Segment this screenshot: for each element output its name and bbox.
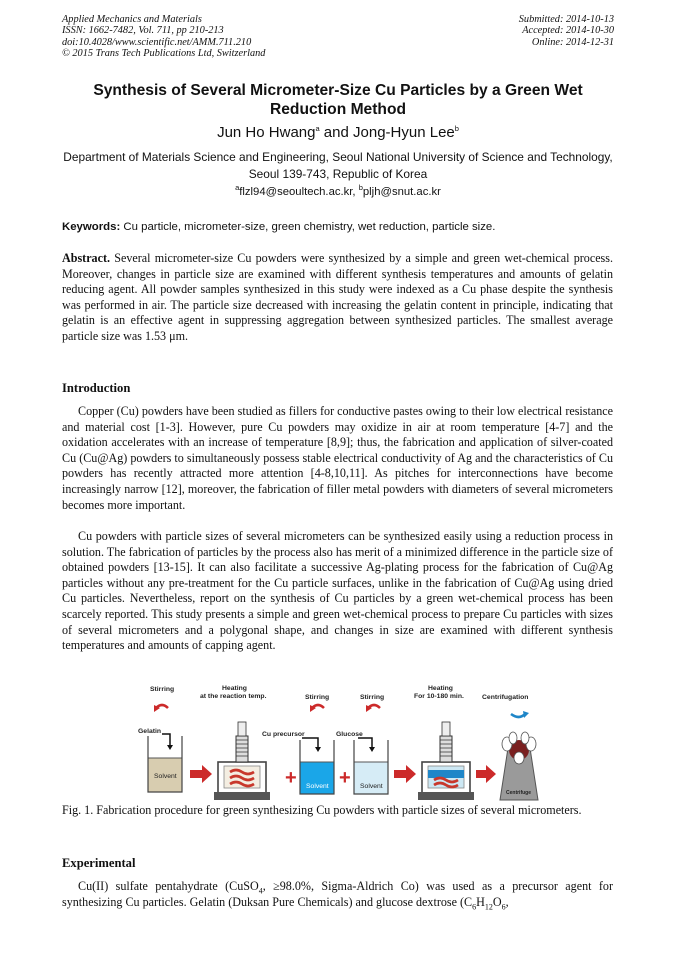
figure-1 bbox=[132, 686, 542, 802]
author-line bbox=[62, 124, 614, 141]
section-heading-experimental: Experimental bbox=[62, 856, 136, 870]
author-superscript: b bbox=[454, 124, 459, 133]
introduction-paragraph-text: Copper (Cu) powders have been studied as fillers for conductive pastes owing to their low electrical resistance and material cost [1-3]. However, pure Cu powders may oxidize in air at room temperature [4-7] and the oxidation accelerates with an increase of temperature [8,9]; thus, the fabrication and application of silver-coated Cu (Cu@Ag) powders to simultaneously possess stable electrical conductivity of Ag and the characteristics of Cu powders has recently attracted more attention [4-8,10,11]. As pitches for interconnections have become increasingly narrow [12], moreover, the fabrication of filler metal powders with diameters of several micrometers becomes more important. bbox=[62, 404, 613, 512]
solvent-label: Solvent bbox=[154, 773, 177, 780]
keywords-text: Cu particle, micrometer-size, green chemistry, wet reduction, particle size. bbox=[120, 221, 496, 233]
doi-line: doi:10.4028/www.scientific.net/AMM.711.210 bbox=[62, 36, 252, 48]
heating-condition-label: at the reaction temp. bbox=[200, 693, 267, 700]
introduction-paragraph-text: Cu powders with particle sizes of several micrometers can be synthesized easily using a reduction process in solution. The fabrication of particles by the process also has merit of a minimized difference in the particle size of obtained powders [13-15]. It can also facilitate a successive Ag-plating process for the fabrication of Cu@Ag particles without any pre-treatment for the Cu particle surfaces, unlike in the fabrication of Cu@Ag using dried Cu particles. Nevertheless, report on the synthesis of Cu particles by a green wet-chemical process has been scarcely reported. This study presents a simple and green wet-chemical process to prepare Cu particles with sizes of several micrometers and a polygonal shape, and changes in size are examined with different synthesis temperatures and amounts of capping agent. bbox=[62, 529, 613, 653]
figure-caption: Fig. 1. Fabrication procedure for green synthesizing Cu powders with particle sizes of several micrometers. bbox=[62, 803, 582, 817]
centrifuge-label: Centrifuge bbox=[506, 790, 531, 796]
abstract-label: Abstract. bbox=[62, 251, 111, 265]
online-date: Online: 2014-12-31 bbox=[531, 36, 614, 48]
header-right bbox=[519, 14, 614, 48]
abstract bbox=[62, 251, 613, 345]
subscript: 12 bbox=[484, 902, 493, 911]
solvent-label: Solvent bbox=[306, 783, 329, 790]
heating-condition-label: For 10-180 min. bbox=[414, 693, 464, 700]
header-left bbox=[62, 14, 265, 60]
glucose-label: Glucose bbox=[336, 731, 363, 738]
author-superscript: a bbox=[315, 124, 320, 133]
stirring-label: Stirring bbox=[150, 686, 175, 693]
process-arrow-icon bbox=[476, 765, 496, 783]
email-superscript: a bbox=[235, 183, 240, 193]
plus-sign: + bbox=[285, 767, 297, 789]
affiliation: Department of Materials Science and Engineering, Seoul National University of Science and Technology, Seoul 139-743, Republic of Korea bbox=[63, 150, 613, 181]
keywords bbox=[62, 221, 614, 233]
experimental-text: O bbox=[492, 894, 502, 909]
email-address: flzl94@seoultech.ac.kr, bbox=[239, 186, 359, 198]
submitted-date: Submitted: 2014-10-13 bbox=[518, 14, 614, 25]
experimental-text: Cu(II) sulfate pentahydrate (CuSO bbox=[78, 879, 259, 893]
experimental-text: H bbox=[476, 894, 485, 909]
plus-sign: + bbox=[339, 767, 351, 789]
process-arrow-icon bbox=[190, 765, 212, 783]
author-name: Jun Ho Hwang bbox=[217, 124, 316, 141]
paper-title: Synthesis of Several Micrometer-Size Cu Particles by a Green Wet Reduction Method bbox=[93, 82, 583, 118]
copyright-line: © 2015 Trans Tech Publications Ltd, Switzerland bbox=[62, 48, 266, 60]
heating-label: Heating bbox=[428, 685, 453, 692]
add-arrow-icon bbox=[162, 734, 170, 746]
email-line bbox=[62, 183, 614, 198]
experimental-text: , bbox=[505, 894, 509, 909]
gelatin-label: Gelatin bbox=[138, 728, 162, 735]
introduction-paragraph bbox=[62, 404, 613, 513]
fabrication-procedure-diagram bbox=[132, 686, 542, 802]
solvent-label: Solvent bbox=[360, 783, 383, 790]
section-heading-introduction: Introduction bbox=[62, 381, 131, 395]
process-arrow-icon bbox=[394, 765, 416, 783]
stirring-label: Stirring bbox=[360, 694, 385, 701]
subscript: 6 bbox=[472, 902, 477, 911]
email-address: pljh@snut.ac.kr bbox=[362, 186, 441, 198]
beaker-gelatin bbox=[148, 736, 182, 792]
introduction-paragraph bbox=[62, 529, 613, 654]
rotation-icon bbox=[511, 714, 525, 717]
subscript: 6 bbox=[501, 902, 506, 911]
author-name: Jong-Hyun Lee bbox=[353, 124, 455, 141]
author-conjunction: and bbox=[319, 124, 354, 141]
keywords-label: Keywords: bbox=[62, 221, 121, 233]
stirring-label: Stirring bbox=[305, 694, 330, 701]
journal-name: Applied Mechanics and Materials bbox=[62, 14, 202, 25]
heating-label: Heating bbox=[222, 685, 247, 692]
experimental-paragraph bbox=[62, 879, 613, 910]
email-superscript: b bbox=[358, 183, 363, 193]
heater-2 bbox=[418, 722, 474, 800]
add-arrow-icon bbox=[302, 738, 318, 748]
add-arrow-icon bbox=[358, 738, 372, 748]
cu-precursor-label: Cu precursor bbox=[262, 731, 305, 738]
issn-line: ISSN: 1662-7482, Vol. 711, pp 210-213 bbox=[62, 25, 224, 37]
experimental-text: , ≥98.0%, Sigma-Aldrich Co) was used as a precursor agent for synthesizing Cu particles. Gelatin (Duksan Pure Chemicals) and glucose dextrose (C bbox=[62, 879, 613, 909]
centrifugation-label: Centrifugation bbox=[482, 694, 529, 701]
accepted-date: Accepted: 2014-10-30 bbox=[522, 25, 614, 37]
subscript: 4 bbox=[258, 886, 263, 896]
abstract-text: Several micrometer-size Cu powders were synthesized by a simple and green wet-chemical process. Moreover, changes in particle size are examined with different synthesis temperatures and amounts of gelatin reducing agent. All powder samples synthesized in this study were indexed as a Cu phase despite the synthesis was performed in air. The particle size decreased with increasing the gelatin content in principle, indicating that gelatin is an effective agent in suppressing aggregation between synthesized particles. The smallest average particle size was 1.53 μm. bbox=[62, 251, 613, 343]
